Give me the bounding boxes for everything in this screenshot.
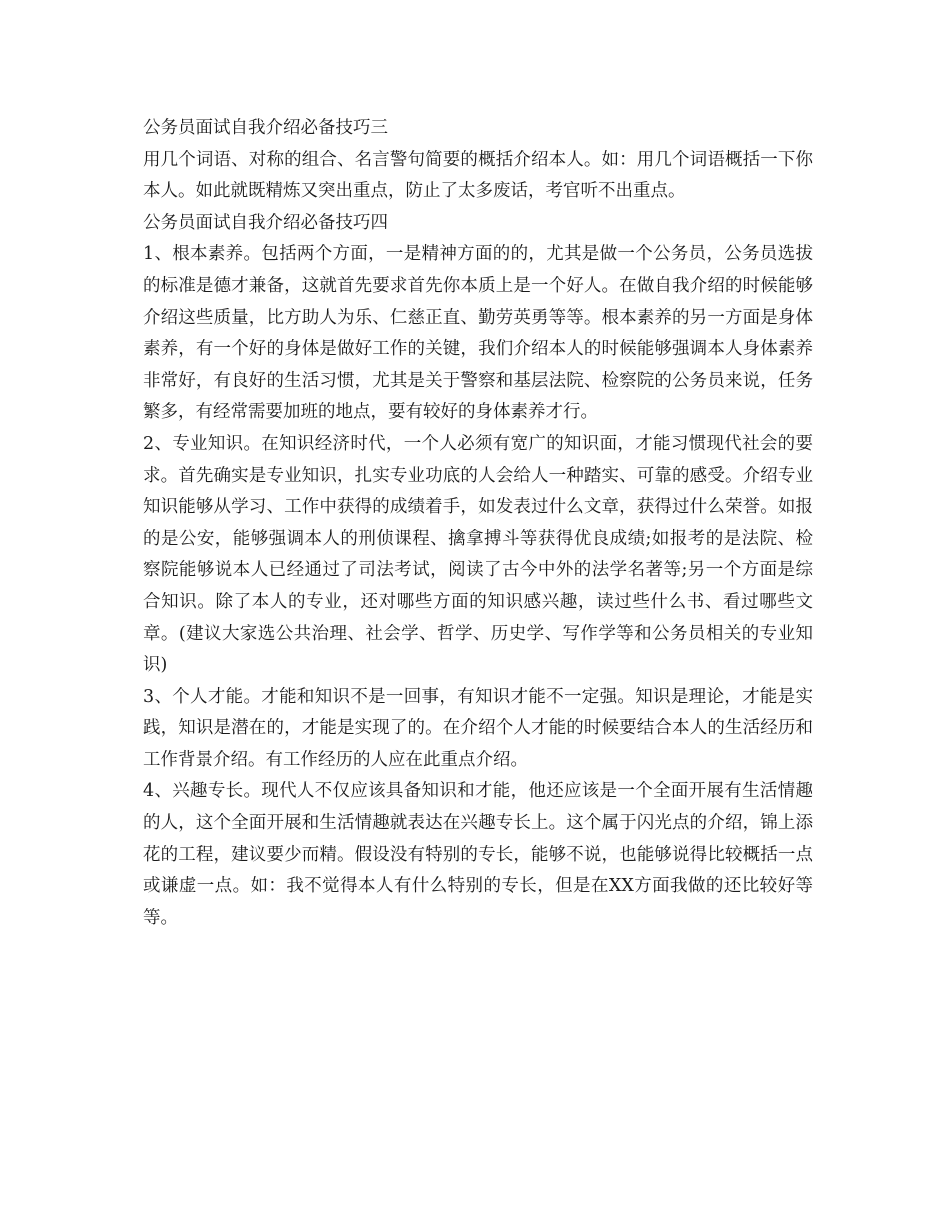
heading-tip-four: 公务员面试自我介绍必备技巧四: [143, 212, 388, 233]
paragraph-basic-quality: 1、根本素养。包括两个方面，一是精神方面的的，尤其是做一个公务员，公务员选拔的标准是德才兼备，这就首先要求首先你本质上是一个好人。在做自我介绍的时候能够介绍这些质量，比方助人为乐、仁慈正直、勤劳英勇等等。根本素养的另一方面是身体素养，有一个好的身体是做好工作的关键，我们介绍本人的时候能够强调本人身体素养非常好，有良好的生活习惯，尤其是关于警察和基层法院、检察院的公务员来说，任务繁多，有经常需要加班的地点，要有较好的身体素养才行。: [143, 244, 813, 423]
paragraph-interests-specialty: 4、兴趣专长。现代人不仅应该具备知识和才能，他还应该是一个全面开展有生活情趣的人，这个全面开展和生活情趣就表达在兴趣专长上。这个属于闪光点的介绍，锦上添花的工程，建议要少而精。假设没有特别的专长，能够不说，也能够说得比较概括一点或谦虚一点。如：我不觉得本人有什么特别的专长，但是在XX方面我做的还比较好等等。: [143, 781, 813, 928]
heading-tip-three: 公务员面试自我介绍必备技巧三: [143, 118, 388, 138]
paragraph-tip-three: 用几个词语、对称的组合、名言警句简要的概括介绍本人。如：用几个词语概括一下你本人。如此就既精炼又突出重点，防止了太多废话，考官听不出重点。: [143, 149, 813, 202]
paragraph-professional-knowledge: 2、专业知识。在知识经济时代，一个人必须有宽广的知识面，才能习惯现代社会的要求。首先确实是专业知识，扎实专业功底的人会给人一种踏实、可靠的感受。介绍专业知识能够从学习、工作中获得的成绩着手，如发表过什么文章，获得过什么荣誉。如报的是公安，能够强调本人的刑侦课程、擒拿搏斗等获得优良成绩;如报考的是法院、检察院能够说本人已经通过了司法考试，阅读了古今中外的法学名著等;另一个方面是综合知识。除了本人的专业，还对哪些方面的知识感兴趣，读过些什么书、看过哪些文章。(建议大家选公共治理、社会学、哲学、历史学、写作学等和公务员相关的专业知识): [143, 433, 813, 676]
paragraph-personal-ability: 3、个人才能。才能和知识不是一回事，有知识才能不一定强。知识是理论，才能是实践，知识是潜在的，才能是实现了的。在介绍个人才能的时候要结合本人的生活经历和工作背景介绍。有工作经历的人应在此重点介绍。: [143, 686, 813, 770]
document-body: [143, 113, 813, 934]
